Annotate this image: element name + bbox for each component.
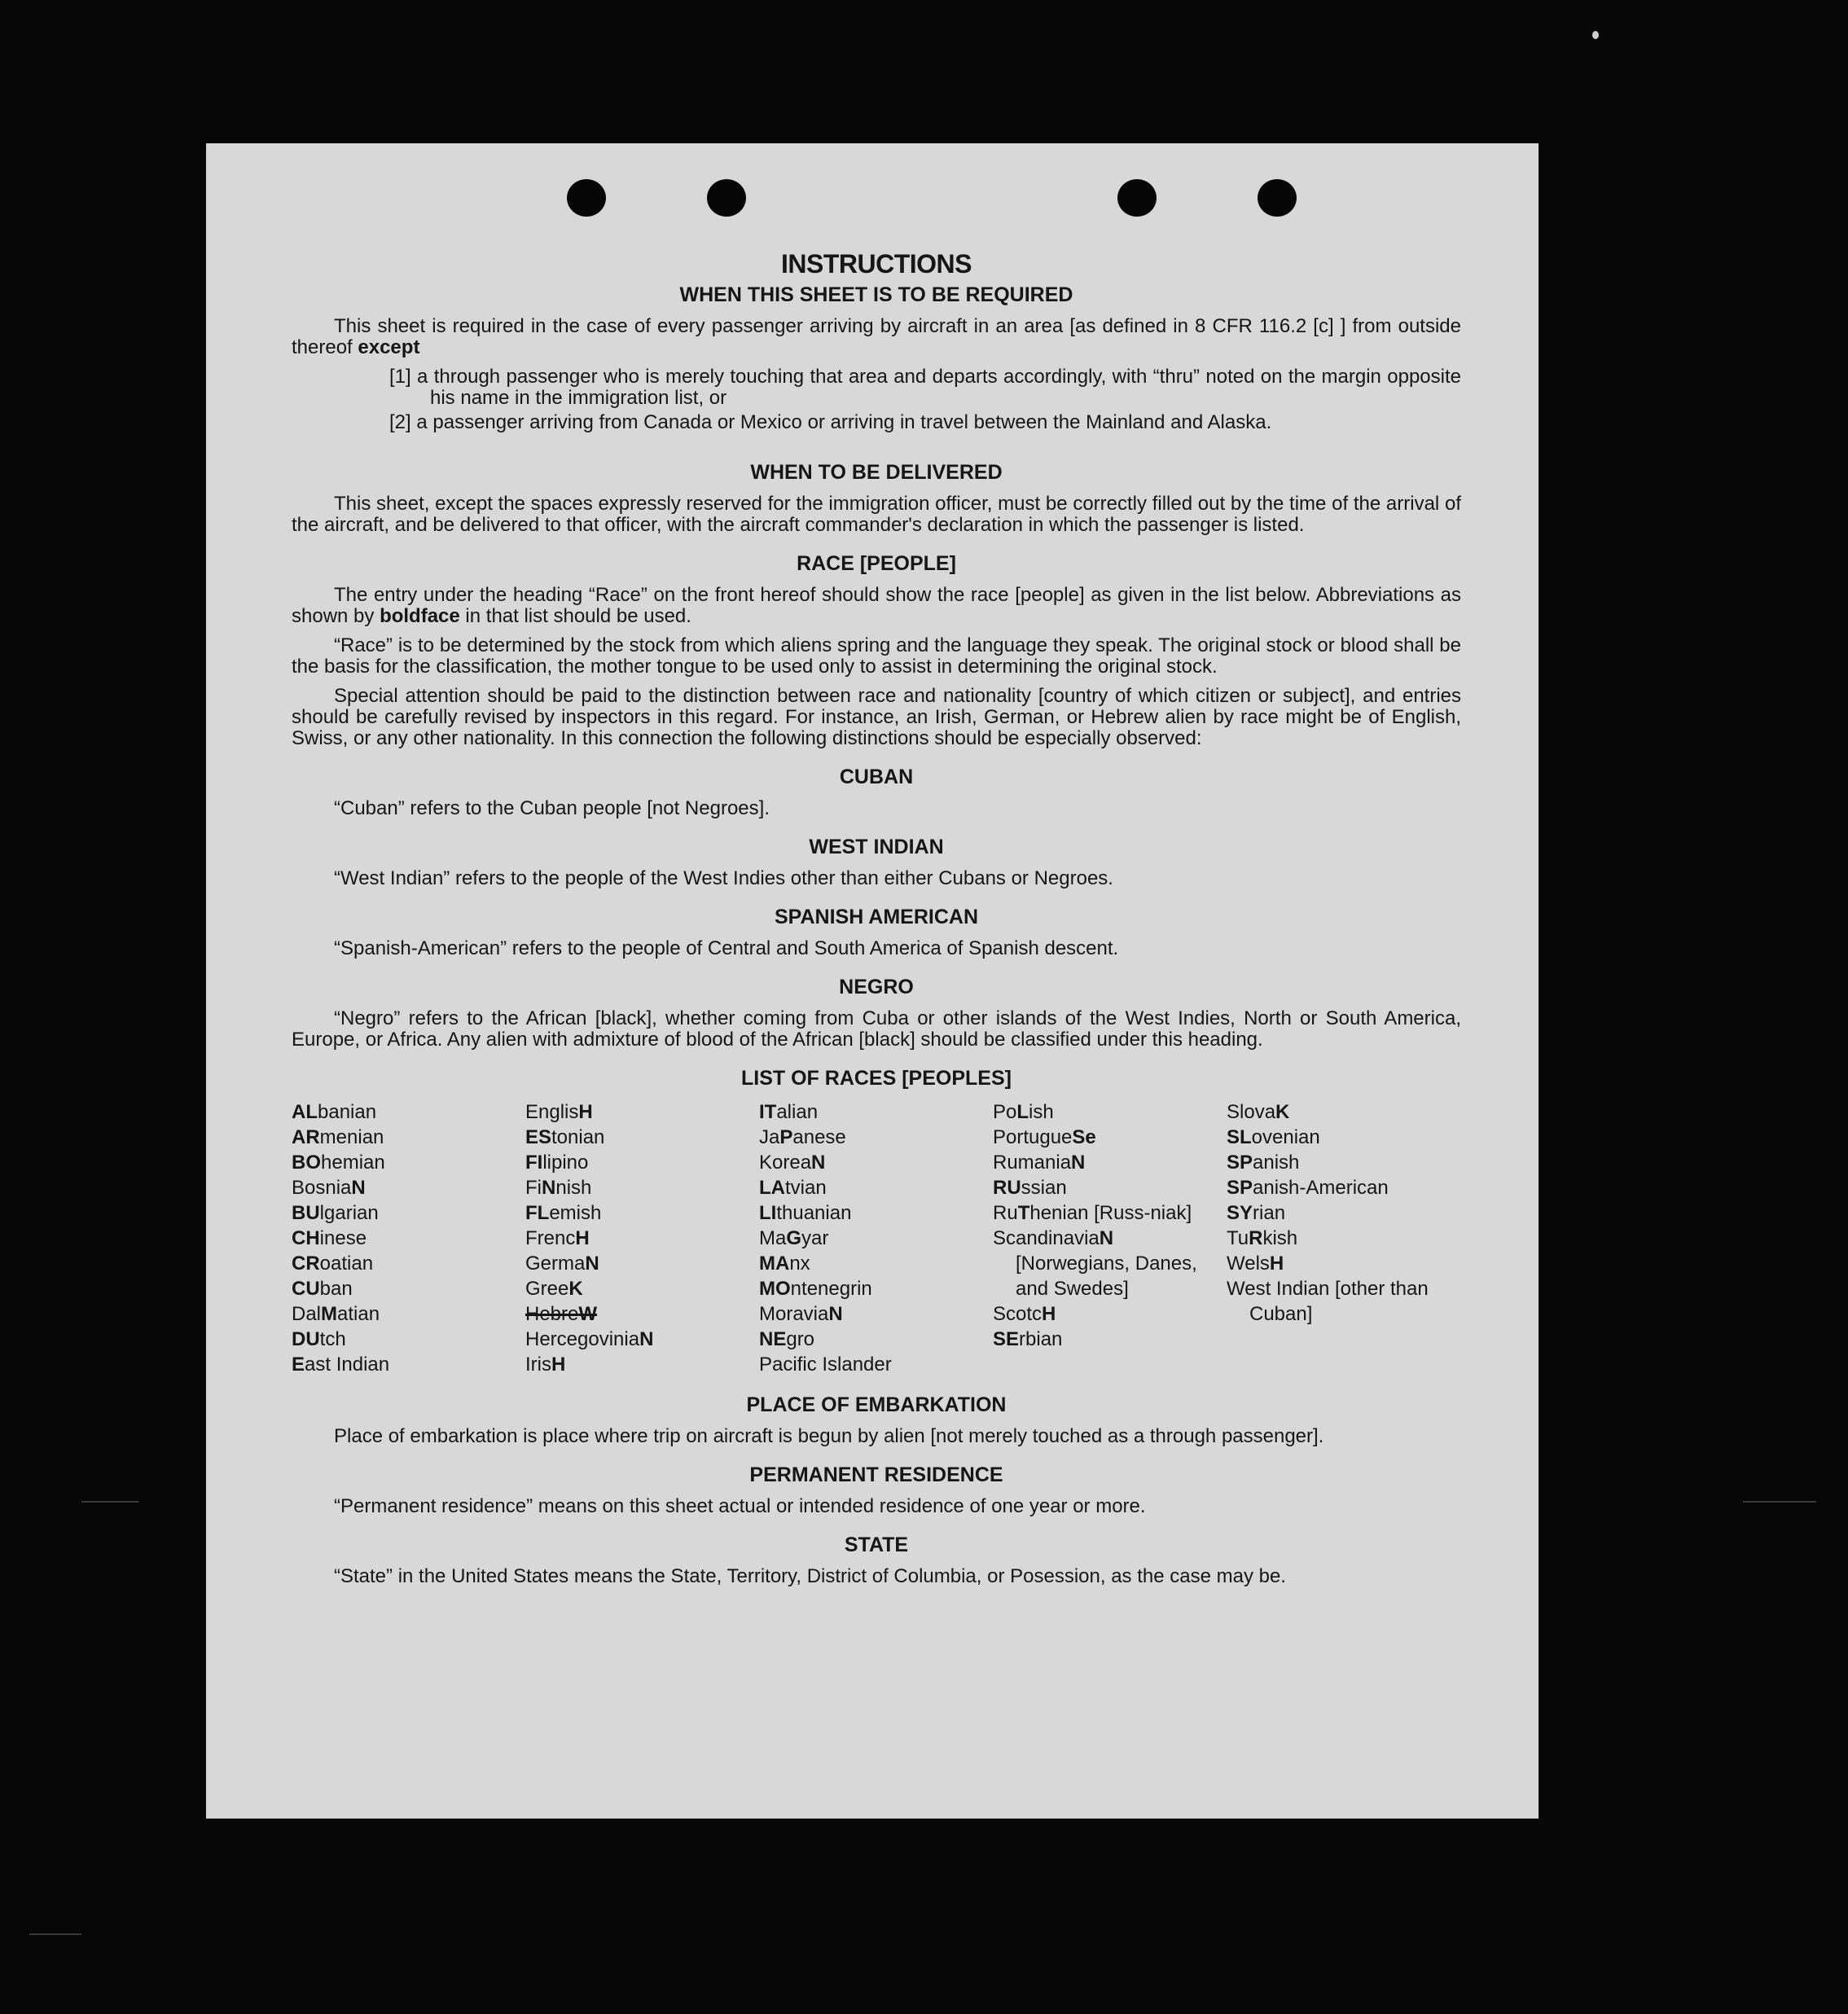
race-entry: GermaN [525, 1253, 599, 1275]
race-entry: ScotcH [993, 1303, 1056, 1325]
race-entry: RuThenian [Russ-niak] [993, 1202, 1192, 1224]
race-entry: MoraviaN [759, 1303, 843, 1325]
race-entry: MAnx [759, 1253, 810, 1275]
required-item-1: [1] a through passenger who is merely touching that area and departs accordingly, with “thru” noted on the margin opposite his name in the immigration list, or [389, 366, 1461, 409]
race-paragraph-1: The entry under the heading “Race” on the front hereof should show the race [people] as given in the list below. Abbreviations as shown by boldface in that list should be used. [292, 584, 1461, 627]
race-entry: FIlipino [525, 1152, 589, 1174]
race-entry: BosniaN [292, 1177, 366, 1199]
race-entry: LAtvian [759, 1177, 827, 1199]
race-entry: CUban [292, 1278, 353, 1300]
section-heading-delivered: WHEN TO BE DELIVERED [750, 461, 1003, 484]
required-item-2: [2] a passenger arriving from Canada or Mexico or arriving in travel between the Mainland and Alaska. [389, 411, 1272, 433]
race-entry: ALbanian [292, 1101, 377, 1123]
race-entry: SPanish-American [1227, 1177, 1389, 1199]
section-heading-race: RACE [PEOPLE] [797, 552, 956, 575]
race-entry: SPanish [1227, 1152, 1300, 1174]
punch-hole [567, 179, 606, 217]
punch-hole [1258, 179, 1297, 217]
section-heading-spanish-american: SPANISH AMERICAN [774, 906, 978, 928]
races-column [292, 1099, 525, 1377]
races-column [759, 1099, 993, 1377]
race-entry: MaGyar [759, 1227, 829, 1249]
negro-paragraph: “Negro” refers to the African [black], whether coming from Cuba or other islands of the West Indies, North or South America, Europe, or Africa. Any alien with admixture of blood of the African [black] should be classified under this heading. [292, 1007, 1461, 1051]
section-heading-cuban: CUBAN [839, 766, 914, 788]
race-entry: SErbian [993, 1328, 1063, 1350]
race-entry: West Indian [other than Cuban] [1227, 1278, 1429, 1325]
residence-paragraph: “Permanent residence” means on this sheet actual or intended residence of one year or more. [334, 1495, 1146, 1517]
race-entry: East Indian [292, 1354, 390, 1376]
race-entry: FrencH [525, 1227, 590, 1249]
section-heading-negro: NEGRO [839, 976, 914, 998]
punch-hole [1117, 179, 1157, 217]
scan-margin-line [29, 1933, 81, 1935]
race-entry: TuRkish [1227, 1227, 1298, 1249]
race-entry: FLemish [525, 1202, 602, 1224]
races-column [525, 1099, 759, 1377]
delivered-paragraph: This sheet, except the spaces expressly reserved for the immigration officer, must be correctly filled out by the time of the arrival of the aircraft, and be delivered to that officer, with the aircraft commander's declaration in which the passenger is listed. [292, 493, 1461, 536]
scan-speck [1592, 31, 1599, 39]
race-entry: SlovaK [1227, 1101, 1290, 1123]
section-heading-residence: PERMANENT RESIDENCE [749, 1463, 1003, 1486]
section-heading-state: STATE [844, 1534, 909, 1556]
race-entry: CHinese [292, 1227, 367, 1249]
race-entry: ScandinaviaN [Norwegians, Danes, and Swedes] [993, 1227, 1197, 1300]
race-entry: IrisH [525, 1354, 566, 1376]
race-entry: BOhemian [292, 1152, 385, 1174]
punch-hole [707, 179, 746, 217]
race-entry: PoLish [993, 1101, 1054, 1123]
race-entry: WelsH [1227, 1253, 1284, 1275]
race-entry: HebreW [525, 1303, 598, 1325]
section-heading-west-indian: WEST INDIAN [809, 836, 944, 858]
required-paragraph: This sheet is required in the case of every passenger arriving by aircraft in an area [as defined in 8 CFR 116.2 [c] ] from outside thereof except [292, 315, 1461, 358]
race-entry: MOntenegrin [759, 1278, 872, 1300]
race-paragraph-2: “Race” is to be determined by the stock from which aliens spring and the language they speak. The original stock or blood shall be the basis for the classification, the mother tongue to be used only to assist in determining the original stock. [292, 634, 1461, 678]
race-entry: Pacific Islander [759, 1354, 892, 1376]
west-indian-paragraph: “West Indian” refers to the people of the West Indies other than either Cubans or Negroes. [334, 867, 1113, 889]
scan-margin-line [1743, 1501, 1816, 1503]
spanish-american-paragraph: “Spanish-American” refers to the people of Central and South America of Spanish descent. [334, 937, 1119, 959]
document-sheet [206, 143, 1539, 1819]
cuban-paragraph: “Cuban” refers to the Cuban people [not Negroes]. [334, 797, 770, 819]
race-entry: JaPanese [759, 1126, 846, 1148]
race-entry: DalMatian [292, 1303, 380, 1325]
embarkation-paragraph: Place of embarkation is place where trip on aircraft is begun by alien [not merely touched as a through passenger]. [334, 1425, 1324, 1447]
race-entry: RUssian [993, 1177, 1067, 1199]
race-entry: LIthuanian [759, 1202, 852, 1224]
section-heading-required: WHEN THIS SHEET IS TO BE REQUIRED [679, 283, 1073, 306]
race-entry: SYrian [1227, 1202, 1286, 1224]
races-list-heading: LIST OF RACES [PEOPLES] [741, 1067, 1012, 1090]
race-entry: DUtch [292, 1328, 346, 1350]
race-entry: ARmenian [292, 1126, 384, 1148]
race-entry: EnglisH [525, 1101, 593, 1123]
race-entry: SLovenian [1227, 1126, 1320, 1148]
race-entry: EStonian [525, 1126, 605, 1148]
race-entry: CRoatian [292, 1253, 374, 1275]
races-list [292, 1099, 1461, 1377]
scan-margin-line [81, 1501, 138, 1503]
section-heading-embarkation: PLACE OF EMBARKATION [746, 1393, 1007, 1416]
race-entry: FiNnish [525, 1177, 592, 1199]
race-paragraph-3: Special attention should be paid to the distinction between race and nationality [country of which citizen or subject], and entries should be carefully revised by inspectors in this regard. For instance, an Irish, German, or Hebrew alien by race might be of English, Swiss, or any other nationality. In this connection the following distinctions should be especially observed: [292, 685, 1461, 749]
races-column [1227, 1099, 1460, 1377]
race-entry: PortugueSe [993, 1126, 1096, 1148]
page-title: INSTRUCTIONS [781, 249, 972, 279]
race-entry: RumaniaN [993, 1152, 1086, 1174]
race-entry: ITalian [759, 1101, 819, 1123]
race-entry: HercegoviniaN [525, 1328, 654, 1350]
races-column [993, 1099, 1227, 1377]
race-entry: KoreaN [759, 1152, 826, 1174]
state-paragraph: “State” in the United States means the State, Territory, District of Columbia, or Posession, as the case may be. [334, 1565, 1286, 1587]
race-entry: GreeK [525, 1278, 583, 1300]
race-entry: BUlgarian [292, 1202, 379, 1224]
race-entry: NEgro [759, 1328, 815, 1350]
instructions-content [292, 249, 1461, 1595]
